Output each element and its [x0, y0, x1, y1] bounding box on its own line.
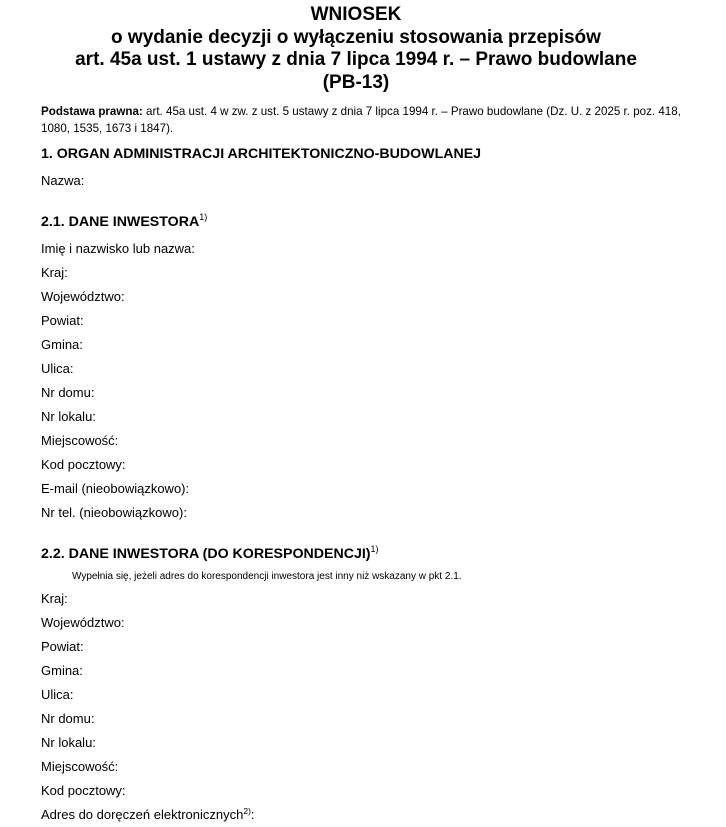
field-voivodeship[interactable]: Województwo: [41, 289, 125, 304]
legal-basis-label: Podstawa prawna: [41, 105, 143, 118]
section-1-heading: 1. ORGAN ADMINISTRACJI ARCHITEKTONICZNO-BUDOWLANEJ [41, 146, 482, 162]
legal-basis-text: art. 45a ust. 4 w zw. z ust. 5 ustawy z dnia 7 lipca 1994 r. – Prawo budowlane (Dz. U. z 2025 r. poz. 418, 1080, 1535, 1673 i 1847). [41, 105, 681, 135]
field-corr-postal-code[interactable]: Kod pocztowy: [41, 783, 126, 798]
field-email[interactable]: E-mail (nieobowiązkowo): [41, 481, 190, 496]
field-county[interactable]: Powiat: [41, 313, 84, 328]
field-organ-name[interactable]: Nazwa: [41, 173, 85, 188]
field-corr-apartment-number[interactable]: Nr lokalu: [41, 735, 96, 750]
footnote-ref: 1) [370, 544, 379, 554]
section-2-2-title: 2.2. DANE INWESTORA (DO KORESPONDENCJI) [41, 546, 371, 562]
title-line-3: art. 45a ust. 1 ustawy z dnia 7 lipca 1994 r. – Prawo budowlane [75, 49, 637, 70]
edelivery-colon: : [250, 807, 255, 822]
section-2-1-heading [41, 213, 207, 231]
footnote-ref: 2) [243, 806, 251, 816]
field-corr-county[interactable]: Powiat: [41, 639, 84, 654]
title-line-2: o wydanie decyzji o wyłączeniu stosowania przepisów [111, 26, 601, 48]
field-corr-voivodeship[interactable]: Województwo: [41, 615, 125, 630]
legal-basis [41, 103, 681, 137]
field-corr-commune[interactable]: Gmina: [41, 663, 83, 678]
edelivery-label: Adres do doręczeń elektronicznych [41, 807, 244, 822]
document-title [0, 4, 712, 94]
field-electronic-delivery-address[interactable] [41, 807, 255, 823]
field-corr-country[interactable]: Kraj: [41, 591, 68, 606]
field-country[interactable]: Kraj: [41, 265, 68, 280]
field-house-number[interactable]: Nr domu: [41, 385, 95, 400]
section-2-1-title: 2.1. DANE INWESTORA [41, 214, 200, 230]
field-investor-name[interactable]: Imię i nazwisko lub nazwa: [41, 241, 195, 256]
field-postal-code[interactable]: Kod pocztowy: [41, 457, 126, 472]
section-2-2-note: Wypełnia się, jeżeli adres do korespondencji inwestora jest inny niż wskazany w pkt 2.1. [72, 571, 462, 582]
title-line-1: WNIOSEK [310, 4, 402, 25]
title-line-4: (PB-13) [322, 71, 390, 93]
field-corr-locality[interactable]: Miejscowość: [41, 759, 119, 774]
section-2-2-heading [41, 545, 379, 563]
field-locality[interactable]: Miejscowość: [41, 433, 119, 448]
field-corr-street[interactable]: Ulica: [41, 687, 74, 702]
field-commune[interactable]: Gmina: [41, 337, 83, 352]
field-street[interactable]: Ulica: [41, 361, 74, 376]
footnote-ref: 1) [199, 212, 208, 222]
field-apartment-number[interactable]: Nr lokalu: [41, 409, 96, 424]
field-corr-house-number[interactable]: Nr domu: [41, 711, 95, 726]
field-phone[interactable]: Nr tel. (nieobowiązkowo): [41, 505, 187, 520]
